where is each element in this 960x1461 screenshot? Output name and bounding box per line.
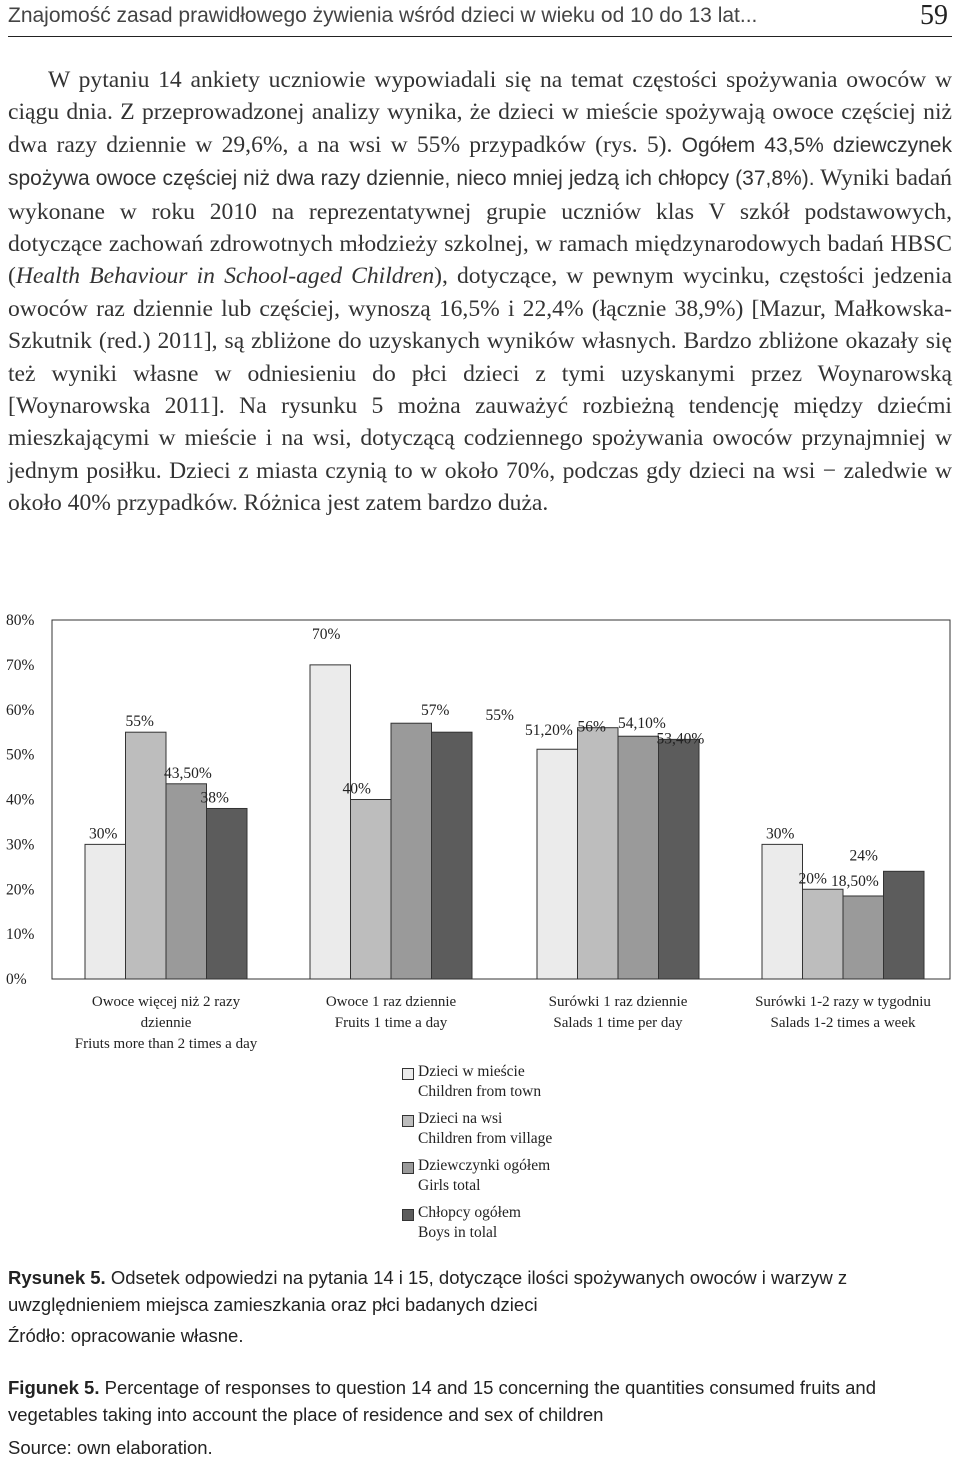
bar (659, 739, 700, 979)
text-part-3: Wyniki badań wykonane w roku 2010 na reprezentatywnej grupie uczniów klas V szkół podstawowych, dotyczące zachowań zdrowotnych młodzieży szkolnej, w ramach międzynarodowych badań HBSC ( (8, 165, 952, 290)
data-label: 30% (766, 825, 795, 843)
bar (762, 844, 803, 979)
data-label: 18,50% (831, 872, 879, 890)
category-label: Owoce więcej niż 2 razy (91, 994, 241, 1010)
bar (537, 749, 578, 979)
caption-pl-text: Odsetek odpowiedzi na pytania 14 i 15, dotyczące ilości spożywanych owoców i warzyw z uwzględnieniem miejsca zamieszkania oraz płci badanych dzieci (8, 1267, 848, 1315)
bar (207, 808, 248, 979)
source-pl: Źródło: opracowanie własne. (8, 1325, 244, 1346)
y-tick-label: 30% (6, 836, 35, 854)
bar (126, 732, 167, 979)
data-label: 55% (485, 707, 514, 725)
caption-en-label: Figunek 5. (8, 1377, 100, 1398)
bar (803, 889, 844, 979)
text-part-4: Health Behaviour in School-aged Children (15, 263, 435, 290)
legend-swatch (402, 1209, 414, 1221)
caption-en (8, 1374, 952, 1428)
y-tick-label: 60% (6, 701, 35, 719)
y-tick-label: 70% (6, 656, 35, 674)
category-label: Salads 1 time per day (553, 1015, 683, 1031)
data-label: 51,20% (525, 722, 573, 740)
legend-label: Girls total (418, 1177, 481, 1194)
legend-label: Dzieci w mieście (418, 1063, 525, 1080)
legend-swatch (402, 1162, 414, 1174)
paragraph (8, 64, 952, 520)
y-tick-label: 50% (6, 746, 35, 764)
y-tick-label: 10% (6, 926, 35, 944)
text-part-2: Ogółem 43,5% dziewczynek spożywa owoce częściej niż dwa razy dziennie, nieco mniej jedzą ich chłopcy (37,8%). (8, 133, 952, 191)
bar (310, 665, 351, 979)
page-number: 59 (920, 0, 948, 31)
data-label: 43,50% (164, 764, 212, 782)
data-label: 20% (798, 870, 827, 888)
data-label: 38% (200, 789, 229, 807)
running-title: Znajomość zasad prawidłowego żywienia wśród dzieci w wieku od 10 do 13 lat... (8, 4, 758, 27)
legend-label: Dziewczynki ogółem (418, 1157, 551, 1174)
bar (578, 728, 619, 979)
running-header (8, 0, 952, 37)
data-label: 70% (312, 625, 341, 643)
legend-item (402, 1062, 552, 1102)
data-label: 30% (89, 825, 118, 843)
y-tick-label: 0% (6, 971, 27, 988)
source-en: Source: own elaboration. (8, 1437, 213, 1458)
y-tick-label: 40% (6, 791, 35, 809)
bar (432, 732, 473, 979)
bar (884, 871, 925, 979)
bar (391, 723, 432, 979)
caption-en-text: Percentage of responses to question 14 and 15 concerning the quantities consumed fruits and vegetables taking into account the place of residence and sex of children (8, 1377, 876, 1425)
data-label: 56% (577, 718, 606, 736)
category-label: Salads 1-2 times a week (770, 1015, 916, 1031)
category-label: Friuts more than 2 times a day (74, 1036, 258, 1052)
chart-legend (402, 1062, 552, 1250)
data-label: 54,10% (618, 715, 666, 733)
legend-label: Children from town (418, 1083, 542, 1100)
legend-swatch (402, 1115, 414, 1127)
body-paragraph (8, 64, 952, 520)
data-label: 53,40% (656, 730, 705, 748)
text-part-5: ), dotyczące, w pewnym wycinku, częstości jedzenia owoców raz dziennie lub częściej, wynoszą 16,5% i 22,4% (łącznie 38,9%) [Mazur, Małkowska-Szkutnik (red.) 2011], są zbliżone do uzyskanych wyników własnych. Bardzo zbliżone okazały się też wyniki własne w odniesieniu do płci dzieci z tymi uzyskanymi przez Woynarowską [Woynarowska 2011]. Na rysunku 5 można zauważyć rozbieżną tendencję między dziećmi mieszkającymi w mieście i na wsi, dotyczącą codziennego spożywania owoców przynajmniej w jednym posiłku. Dzieci z miasta czynią to w około 70%, podczas gdy dzieci na wsi − zaledwie w około 40% przypadków. Różnica jest zatem bardzo duża. (8, 263, 953, 517)
legend-label: Boys in tolal (418, 1224, 498, 1241)
y-tick-label: 20% (6, 881, 35, 899)
category-label: Owoce 1 raz dziennie (325, 994, 457, 1010)
category-label: Surówki 1 raz dziennie (548, 994, 688, 1010)
legend-label: Children from village (418, 1130, 553, 1147)
data-label: 40% (342, 780, 371, 798)
legend-item (402, 1156, 552, 1196)
legend-label: Chłopcy ogółem (418, 1204, 521, 1221)
bar (618, 736, 659, 979)
y-tick-label: 80% (6, 612, 35, 629)
category-label: Surówki 1-2 razy w tygodniu (755, 994, 931, 1010)
legend-item (402, 1203, 552, 1243)
bar (85, 844, 126, 979)
legend-swatch (402, 1068, 414, 1080)
bar (166, 784, 207, 979)
caption-pl (8, 1264, 952, 1318)
bar (351, 800, 392, 980)
bar (843, 896, 884, 979)
caption-pl-label: Rysunek 5. (8, 1267, 106, 1288)
bar-chart (0, 600, 960, 1060)
category-label: dziennie (140, 1015, 192, 1031)
legend-label: Dzieci na wsi (418, 1110, 503, 1127)
data-label: 55% (125, 713, 154, 731)
data-label: 24% (849, 847, 878, 865)
data-label: 57% (421, 702, 450, 720)
category-label: Fruits 1 time a day (334, 1015, 448, 1031)
legend-item (402, 1109, 552, 1149)
text-part-1: W pytaniu 14 ankiety uczniowie wypowiadali się na temat częstości spożywania owoców w ciągu dnia. Z przeprowadzonej analizy wynika, że dzieci w mieście spożywają owoce częściej niż dwa razy dziennie w 29,6%, a na wsi w 55% przypadków (rys. 5). (8, 67, 952, 158)
